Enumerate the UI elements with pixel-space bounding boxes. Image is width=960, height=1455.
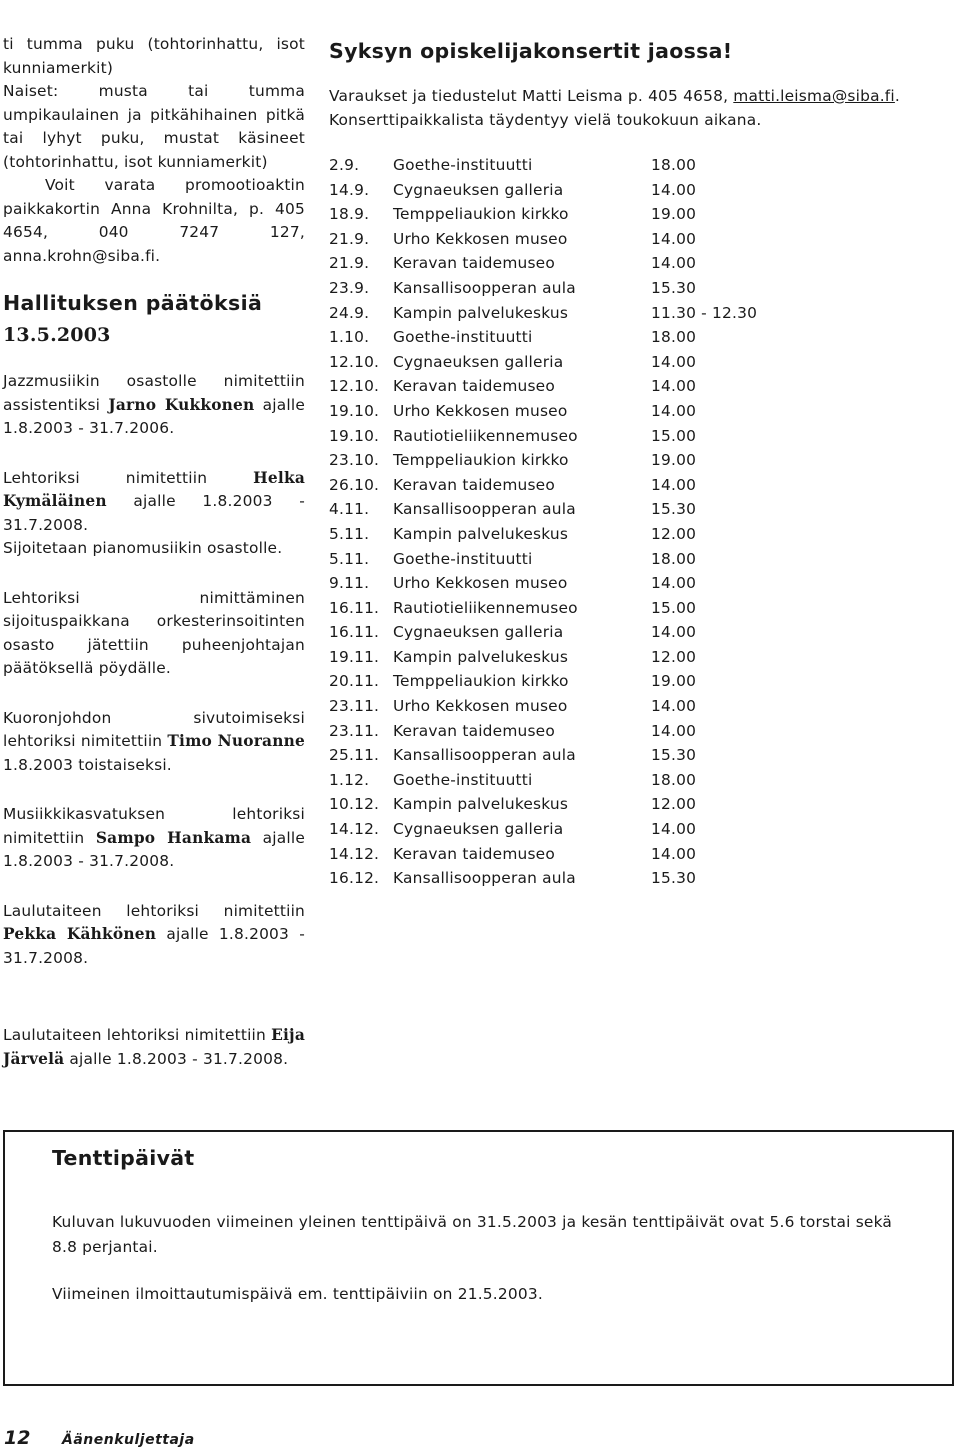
schedule-venue: Goethe-instituutti: [393, 770, 533, 789]
person-name: Pekka Kähkönen: [3, 925, 157, 943]
schedule-date: 25.11.: [329, 746, 380, 765]
schedule-time: 19.00: [651, 205, 697, 224]
schedule-venue: Keravan taidemuseo: [393, 254, 555, 273]
person-name: Eija Järvelä: [3, 1026, 305, 1068]
person-name: Jarno Kukkonen: [108, 395, 255, 414]
registration-deadline: Viimeinen ilmoittautumispäivä em. tenttipäiviin on 21.5.2003.: [52, 1285, 543, 1303]
schedule-time: 14.00: [651, 401, 697, 420]
schedule-venue: Urho Kekkosen museo: [393, 697, 568, 716]
schedule-row: [329, 523, 791, 548]
exam-days-text: Kuluvan lukuvuoden viimeinen yleinen tenttipäivä on 31.5.2003 ja kesän tenttipäivät ovat 5.6 torstai sekä 8.8 perjantai.: [52, 1213, 893, 1256]
schedule-time: 14.00: [651, 574, 697, 593]
schedule-date: 9.11.: [329, 574, 370, 593]
schedule-date: 23.11.: [329, 697, 380, 716]
schedule-venue: Cygnaeuksen galleria: [393, 180, 564, 199]
schedule-row: [329, 449, 791, 474]
schedule-row: [329, 474, 791, 499]
schedule-time: 15.30: [651, 500, 697, 519]
schedule-date: 14.12.: [329, 820, 380, 839]
schedule-time: 12.00: [651, 524, 697, 543]
person-name: Helka Kymäläinen: [3, 468, 305, 510]
schedule-date: 19.11.: [329, 647, 380, 666]
concert-schedule: [329, 154, 791, 892]
schedule-date: 16.11.: [329, 623, 380, 642]
schedule-row: [329, 203, 791, 228]
schedule-row: [329, 646, 791, 671]
schedule-venue: Kansallisoopperan aula: [393, 869, 576, 888]
schedule-time: 14.00: [651, 820, 697, 839]
schedule-date: 12.10.: [329, 377, 380, 396]
schedule-venue: Rautiotieliikennemuseo: [393, 598, 578, 617]
decision-kahkonen: Laulutaiteen lehtoriksi nimitettiin Pekka Kähkönen ajalle 1.8.2003 - 31.7.2008.: [3, 901, 305, 967]
schedule-row: [329, 302, 791, 327]
schedule-time: 15.30: [651, 278, 697, 297]
schedule-date: 19.10.: [329, 426, 380, 445]
decision-piano-placement: Sijoitetaan pianomusiikin osastolle.: [3, 539, 283, 557]
right-column: [329, 33, 949, 892]
schedule-date: 5.11.: [329, 549, 370, 568]
schedule-time: 12.00: [651, 795, 697, 814]
decision-jazz-assistant: Jazzmusiikin osastolle nimitettiin assistentiksi Jarno Kukkonen ajalle 1.8.2003 - 31.7.2006.: [3, 372, 306, 437]
schedule-venue: Rautiotieliikennemuseo: [393, 426, 578, 445]
schedule-venue: Cygnaeuksen galleria: [393, 352, 564, 371]
schedule-time: 18.00: [651, 156, 697, 174]
schedule-row: [329, 548, 791, 573]
schedule-time: 11.30 - 12.30: [651, 303, 758, 322]
schedule-time: 15.00: [651, 598, 697, 617]
schedule-venue: Kampin palvelukeskus: [393, 524, 569, 543]
schedule-date: 18.9.: [329, 205, 370, 224]
promo-reservation: Voit varata promootioaktin paikkakortin Anna Krohnilta, p. 405 4654, 040 7247 127, anna.krohn@siba.fi.: [3, 176, 305, 265]
schedule-venue: Kampin palvelukeskus: [393, 647, 569, 666]
schedule-time: 19.00: [651, 672, 697, 691]
schedule-date: 1.12.: [329, 770, 370, 789]
person-name: Timo Nuoranne: [167, 732, 305, 750]
schedule-row: [329, 326, 791, 351]
exam-days-box: [3, 1130, 954, 1386]
schedule-row: [329, 351, 791, 376]
schedule-venue: Temppeliaukion kirkko: [393, 205, 569, 224]
schedule-row: [329, 252, 791, 277]
concerts-headline: Syksyn opiskelijakonsertit jaossa!: [329, 39, 733, 63]
schedule-time: 14.00: [651, 475, 697, 494]
schedule-time: 15.00: [651, 426, 697, 445]
schedule-row: [329, 400, 791, 425]
schedule-date: 19.10.: [329, 401, 380, 420]
schedule-row: [329, 425, 791, 450]
schedule-row: [329, 597, 791, 622]
schedule-row: [329, 154, 791, 179]
schedule-time: 14.00: [651, 229, 697, 248]
left-continuation: [3, 1024, 305, 1071]
schedule-date: 1.10.: [329, 328, 370, 347]
schedule-row: [329, 277, 791, 302]
schedule-time: 14.00: [651, 721, 697, 740]
schedule-venue: Cygnaeuksen galleria: [393, 623, 564, 642]
schedule-time: 14.00: [651, 623, 697, 642]
schedule-row: [329, 769, 791, 794]
schedule-venue: Urho Kekkosen museo: [393, 401, 568, 420]
schedule-row: [329, 744, 791, 769]
schedule-venue: Goethe-instituutti: [393, 156, 533, 174]
schedule-time: 14.00: [651, 254, 697, 273]
schedule-row: [329, 179, 791, 204]
schedule-venue: Kansallisoopperan aula: [393, 500, 576, 519]
schedule-date: 20.11.: [329, 672, 380, 691]
schedule-time: 18.00: [651, 549, 697, 568]
schedule-row: [329, 793, 791, 818]
schedule-date: 23.11.: [329, 721, 380, 740]
schedule-venue: Keravan taidemuseo: [393, 475, 555, 494]
schedule-venue: Temppeliaukion kirkko: [393, 451, 569, 470]
schedule-venue: Goethe-instituutti: [393, 328, 533, 347]
exam-days-title: Tenttipäivät: [52, 1146, 195, 1170]
schedule-date: 21.9.: [329, 229, 370, 248]
left-column: [3, 33, 305, 970]
schedule-date: 24.9.: [329, 303, 370, 322]
schedule-time: 14.00: [651, 844, 697, 863]
schedule-venue: Kampin palvelukeskus: [393, 303, 569, 322]
section-date: 13.5.2003: [3, 324, 111, 346]
section-title: Hallituksen päätöksiä: [3, 291, 263, 315]
schedule-date: 5.11.: [329, 524, 370, 543]
schedule-date: 12.10.: [329, 352, 380, 371]
schedule-time: 15.30: [651, 869, 697, 888]
publication-name: Äänenkuljettaja: [62, 1432, 195, 1448]
schedule-time: 14.00: [651, 352, 697, 371]
schedule-date: 4.11.: [329, 500, 370, 519]
person-name: Sampo Hankama: [95, 828, 252, 847]
schedule-venue: Temppeliaukion kirkko: [393, 672, 569, 691]
schedule-venue: Keravan taidemuseo: [393, 377, 555, 396]
decision-jarvela: Laulutaiteen lehtoriksi nimitettiin Eija Järvelä ajalle 1.8.2003 - 31.7.2008.: [3, 1026, 305, 1068]
schedule-row: [329, 670, 791, 695]
schedule-time: 14.00: [651, 377, 697, 396]
schedule-date: 26.10.: [329, 475, 380, 494]
schedule-venue: Kansallisoopperan aula: [393, 746, 576, 765]
schedule-row: [329, 498, 791, 523]
concerts-info: Varaukset ja tiedustelut Matti Leisma p. 405 4658, matti.leisma@siba.fi. Konserttipaikkalista täydentyy vielä toukokuun aikana.: [329, 87, 900, 129]
schedule-time: 18.00: [651, 328, 697, 347]
schedule-venue: Cygnaeuksen galleria: [393, 820, 564, 839]
schedule-time: 19.00: [651, 451, 697, 470]
decision-nuoranne: Kuoronjohdon sivutoimiseksi lehtoriksi nimitettiin Timo Nuoranne 1.8.2003 toistaiseksi.: [3, 708, 305, 774]
decision-hankama: Musiikkikasvatuksen lehtoriksi nimitettiin Sampo Hankama ajalle 1.8.2003 - 31.7.2008.: [3, 805, 305, 870]
decision-kymalainen: Lehtoriksi nimitettiin Helka Kymäläinen ajalle 1.8.2003 - 31.7.2008.: [3, 468, 305, 534]
schedule-date: 2.9.: [329, 156, 360, 174]
dress-code-men: ti tumma puku (tohtorinhattu, isot kunniamerkit): [3, 35, 305, 77]
schedule-time: 14.00: [651, 697, 697, 716]
decision-orchestra-tabled: Lehtoriksi nimittäminen sijoituspaikkana orkesterinsoitinten osasto jätettiin puheenjohtajan päätöksellä pöydälle.: [3, 588, 305, 677]
schedule-venue: Keravan taidemuseo: [393, 721, 555, 740]
schedule-time: 12.00: [651, 647, 697, 666]
schedule-date: 16.12.: [329, 869, 380, 888]
schedule-row: [329, 695, 791, 720]
schedule-row: [329, 621, 791, 646]
schedule-time: 14.00: [651, 180, 697, 199]
dress-code-women: Naiset: musta tai tumma umpikaulainen ja pitkähihainen pitkä tai lyhyt puku, mustat käsineet (tohtorinhattu, isot kunniamerkit): [3, 82, 305, 171]
schedule-date: 14.12.: [329, 844, 380, 863]
schedule-row: [329, 867, 791, 892]
schedule-time: 18.00: [651, 770, 697, 789]
schedule-venue: Kansallisoopperan aula: [393, 278, 576, 297]
schedule-venue: Kampin palvelukeskus: [393, 795, 569, 814]
schedule-venue: Goethe-instituutti: [393, 549, 533, 568]
schedule-time: 15.30: [651, 746, 697, 765]
schedule-date: 16.11.: [329, 598, 380, 617]
schedule-venue: Keravan taidemuseo: [393, 844, 555, 863]
schedule-date: 21.9.: [329, 254, 370, 273]
schedule-row: [329, 818, 791, 843]
email-link[interactable]: matti.leisma@siba.fi: [733, 87, 895, 105]
schedule-venue: Urho Kekkosen museo: [393, 574, 568, 593]
schedule-row: [329, 843, 791, 868]
schedule-row: [329, 228, 791, 253]
schedule-row: [329, 720, 791, 745]
schedule-venue: Urho Kekkosen museo: [393, 229, 568, 248]
schedule-row: [329, 572, 791, 597]
schedule-date: 14.9.: [329, 180, 370, 199]
page-number: 12: [4, 1427, 31, 1449]
schedule-row: [329, 375, 791, 400]
schedule-date: 23.10.: [329, 451, 380, 470]
schedule-date: 10.12.: [329, 795, 380, 814]
schedule-date: 23.9.: [329, 278, 370, 297]
